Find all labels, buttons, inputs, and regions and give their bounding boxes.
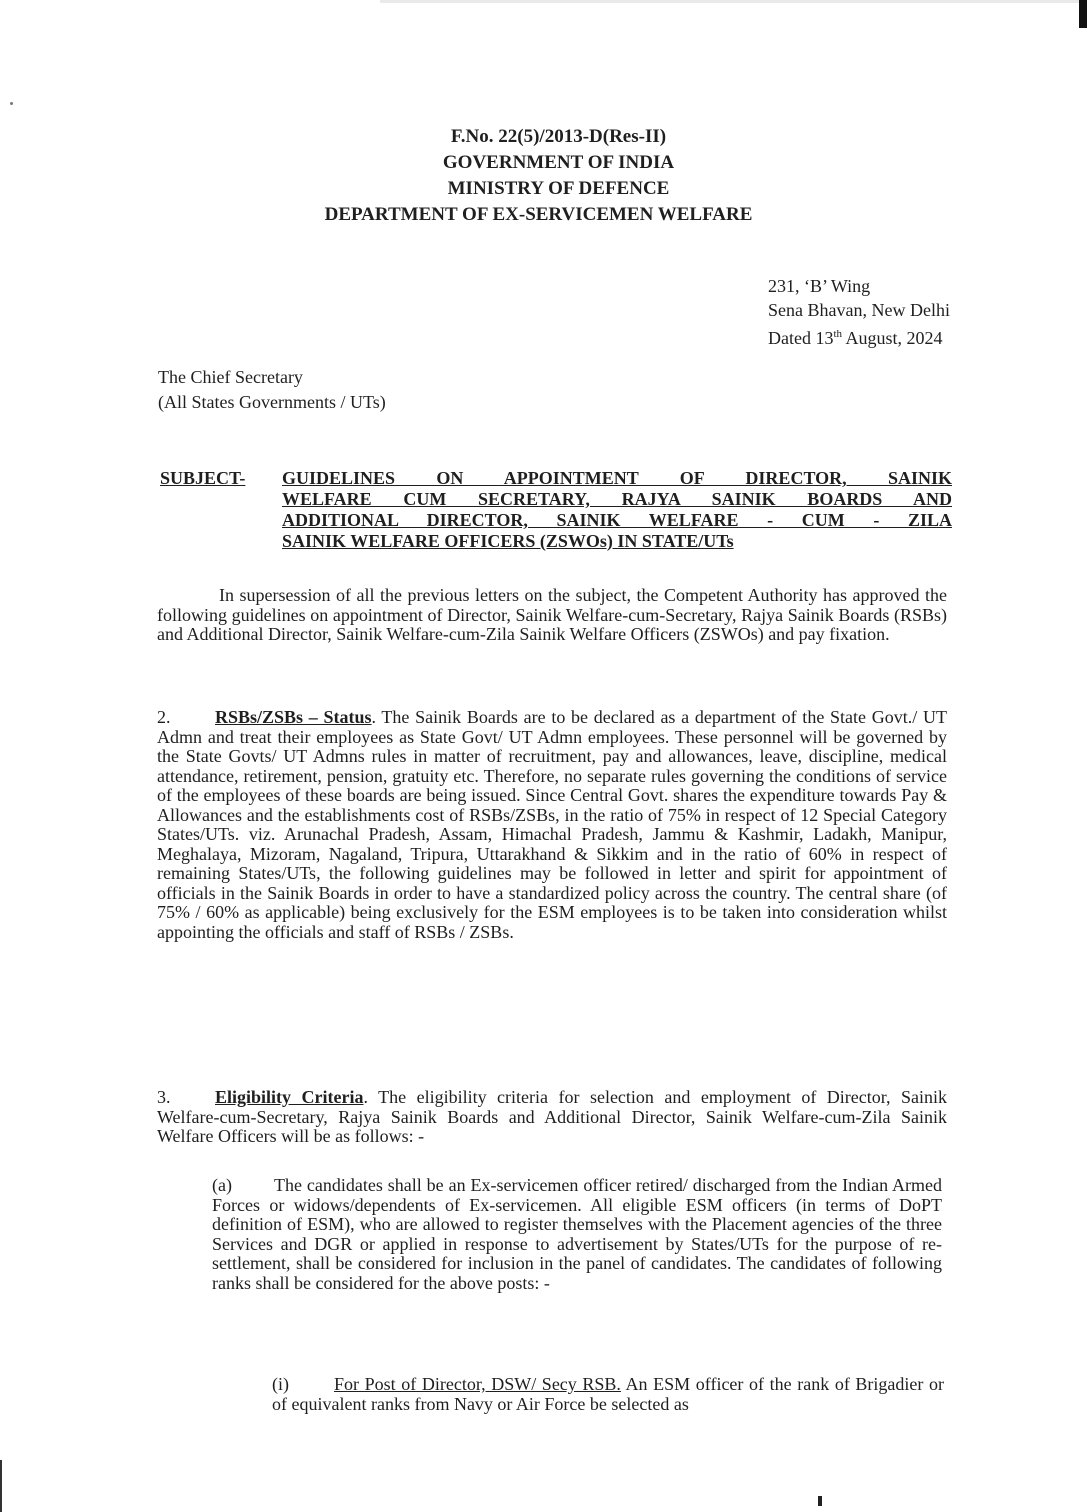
paragraph-3a-i-text: An ESM officer of the rank of Brigadier or of equivalent ranks from Navy or Air Force be selected as [272, 1374, 944, 1414]
paragraph-3-text: . The eligibility criteria for selection and employment of Director, Sainik Welfare-cum-Secretary, Rajya Sainik Boards and Additional Director, Sainik Welfare-cum-Zila Sainik Welfare Officers will be as follows: - [157, 1087, 948, 1146]
sender-address [768, 274, 950, 350]
paragraph-2-number: 2. [157, 707, 171, 727]
file-number: F.No. 22(5)/2013-D(Res-II) [450, 126, 667, 147]
paragraph-3-number: 3. [157, 1087, 171, 1107]
subject-line-3: ADDITIONAL DIRECTOR, SAINIK WELFARE - CUM - ZILA [282, 510, 952, 530]
government-line: GOVERNMENT OF INDIA [442, 152, 675, 173]
address-line-1: 231, ‘B’ Wing [768, 276, 871, 296]
paragraph-2-heading: RSBs/ZSBs – Status [215, 707, 372, 727]
subject-text [282, 468, 952, 552]
paragraph-3 [157, 1088, 947, 1147]
paragraph-2-text: . The Sainik Boards are to be declared as a department of the State Govt./ UT Admn and treat their employees as State Govt/ UT Admn employees. These personnel will be governed by the State Govts/ UT Admns rules in matter of recruitment, pay and allowances, leave, discipline, medical attendance, retirement, pension, gratuity etc. Therefore, no separate rules governing the conditions of service of the employees of these boards are being issued. Since Central Govt. shares the expenditure towards Pay & Allowances and the establishments cost of RSBs/ZSBs, in the ratio of 75% in respect of 12 Special Category States/UTs. viz. Arunachal Pradesh, Assam, Himachal Pradesh, Jammu & Kashmir, Ladakh, Manipur, Meghalaya, Mizoram, Nagaland, Tripura, Uttarakhand & Sikkim and in the ratio of 60% in respect of remaining States/UTs, the following guidelines may be followed in letter and spirit for appointment of officials in the Sainik Boards in order to have a standardized policy across the country. The central share (of 75% / 60% as applicable) being exclusively for the ESM employees is to be taken into consideration whilst appointing the officials and staff of RSBs / ZSBs. [157, 707, 947, 942]
paragraph-3a [212, 1176, 942, 1293]
subject-line-1: GUIDELINES ON APPOINTMENT OF DIRECTOR, SAINIK [282, 468, 952, 488]
scan-speck [10, 102, 13, 105]
addressee-line-2: (All States Governments / UTs) [158, 392, 386, 412]
subject-line-4: SAINIK WELFARE OFFICERS (ZSWOs) IN STATE/UTs [282, 531, 734, 551]
subject-label: SUBJECT- [160, 468, 246, 488]
scan-edge-left [0, 1460, 2, 1512]
addressee [158, 365, 386, 415]
address-line-2: Sena Bhavan, New Delhi [768, 300, 950, 320]
department-line: DEPARTMENT OF EX-SERVICEMEN WELFARE [324, 204, 753, 225]
scan-edge-line [380, 0, 1087, 3]
paragraph-3a-i-heading: For Post of Director, DSW/ Secy RSB. [334, 1374, 621, 1394]
paragraph-intro: In supersession of all the previous letters on the subject, the Competent Authority has approved the following guidelines on appointment of Director, Sainik Welfare-cum-Secretary, Rajya Sainik Boards (RSBs) and Additional Director, Sainik Welfare-cum-Zila Sainik Welfare Officers (ZSWOs) and pay fixation. [157, 585, 947, 644]
paragraph-3a-i-number: (i) [272, 1374, 289, 1394]
letterhead [0, 124, 1087, 228]
paragraph-2 [157, 708, 947, 942]
ministry-line: MINISTRY OF DEFENCE [447, 178, 670, 199]
paragraph-3a-number: (a) [212, 1175, 232, 1195]
scan-edge-mark [1079, 0, 1087, 28]
subject-line-2: WELFARE CUM SECRETARY, RAJYA SAINIK BOARDS AND [282, 489, 952, 509]
scan-mark-bottom [818, 1496, 822, 1506]
paragraph-3a-i [272, 1375, 944, 1414]
paragraph-3a-text: The candidates shall be an Ex-servicemen officer retired/ discharged from the Indian Armed Forces or widows/dependents of Ex-servicemen. All eligible ESM officers (in terms of DoPT definition of ESM), who are allowed to register themselves with the Placement agencies of the three Services and DGR or applied in response to advertisement by States/UTs for the purpose of re-settlement, shall be considered for inclusion in the panel of candidates. The candidates of following ranks shall be considered for the above posts: - [212, 1175, 942, 1293]
paragraph-3-heading: Eligibility Criteria [215, 1087, 364, 1107]
date-line: Dated 13th August, 2024 [768, 328, 943, 348]
addressee-line-1: The Chief Secretary [158, 367, 303, 387]
